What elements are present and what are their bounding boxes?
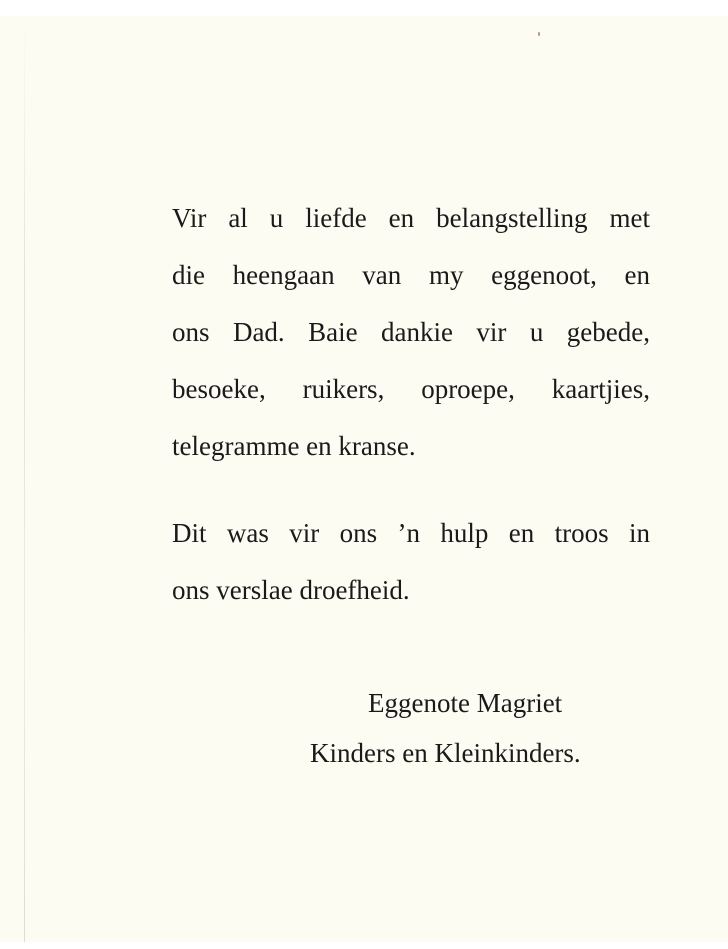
paper-speck xyxy=(538,32,540,36)
signature-line-2: Kinders en Kleinkinders. xyxy=(310,738,581,768)
signature-line-1: Eggenote Magriet xyxy=(368,688,563,718)
paragraph2-line-2: ons verslae droefheid. xyxy=(172,575,410,605)
paragraph1-line-2: die heengaan van my eggenoot, en xyxy=(172,260,650,290)
paragraph1-line-1: Vir al u liefde en belangstelling met xyxy=(172,203,650,233)
paragraph2-line-1: Dit was vir ons ’n hulp en troos in xyxy=(172,518,650,548)
paragraph1-line-4: besoeke, ruikers, oproepe, kaartjies, xyxy=(172,374,650,404)
paragraph1-line-5: telegramme en kranse. xyxy=(172,431,416,461)
paragraph1-line-3: ons Dad. Baie dankie vir u gebede, xyxy=(172,317,650,347)
card xyxy=(0,16,728,942)
